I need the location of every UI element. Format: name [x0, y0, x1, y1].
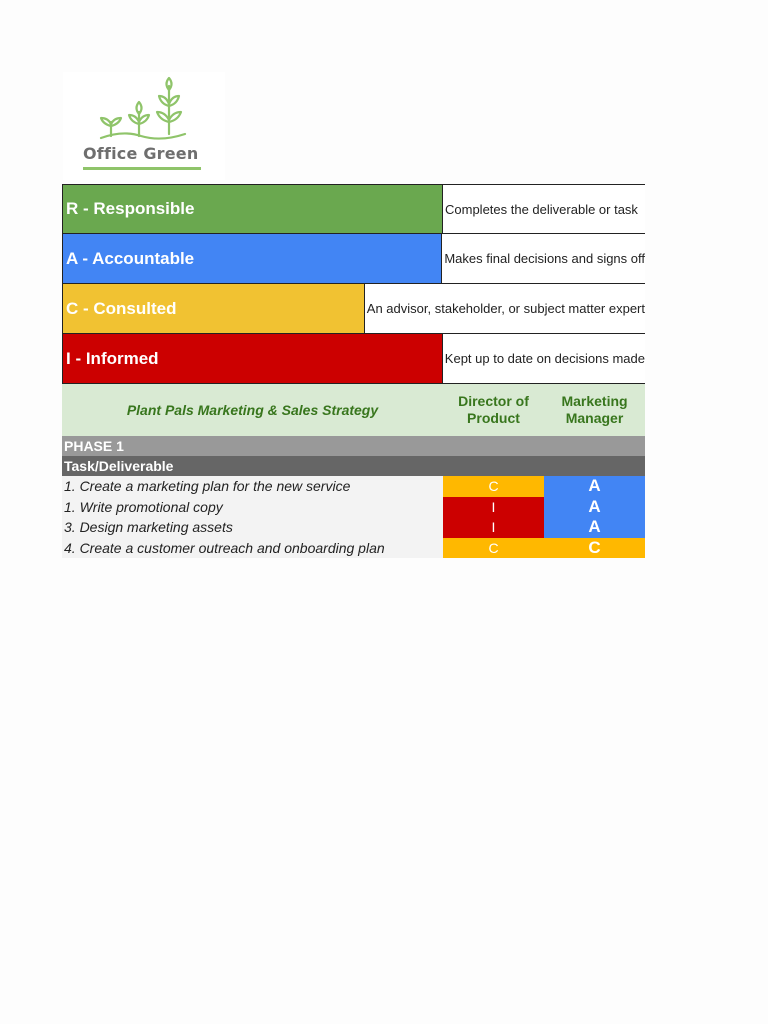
- raci-assignment-cell[interactable]: C: [443, 476, 544, 497]
- legend-desc-responsible[interactable]: Completes the deliverable or task: [442, 184, 645, 234]
- plant-sprouts-icon: [63, 72, 225, 144]
- role-header-director-of-product[interactable]: Director of Product: [458, 393, 529, 426]
- legend-row-accountable: [62, 234, 645, 284]
- raci-assignment-cell[interactable]: C: [544, 538, 645, 559]
- raci-assignment-cell[interactable]: A: [544, 517, 645, 538]
- raci-sheet: [62, 184, 645, 558]
- brand-underline: [83, 167, 201, 170]
- task-row: [62, 497, 645, 518]
- legend-desc-accountable[interactable]: Makes final decisions and signs off: [441, 234, 645, 284]
- legend-row-informed: [62, 334, 645, 384]
- raci-assignment-cell[interactable]: I: [443, 517, 544, 538]
- raci-assignment-cell[interactable]: A: [544, 497, 645, 518]
- task-name-cell[interactable]: 1. Create a marketing plan for the new service: [62, 476, 443, 497]
- legend-desc-informed[interactable]: Kept up to date on decisions made: [442, 334, 645, 384]
- legend-row-consulted: [62, 284, 645, 334]
- task-row: [62, 476, 645, 497]
- raci-assignment-cell[interactable]: C: [443, 538, 544, 559]
- raci-assignment-cell[interactable]: I: [443, 497, 544, 518]
- legend-label-informed[interactable]: I - Informed: [62, 334, 442, 384]
- brand-name: Office Green: [83, 144, 199, 163]
- project-title[interactable]: Plant Pals Marketing & Sales Strategy: [126, 402, 379, 418]
- raci-assignment-cell[interactable]: A: [544, 476, 645, 497]
- legend-label-accountable[interactable]: A - Accountable: [62, 234, 441, 284]
- task-name-cell[interactable]: 1. Write promotional copy: [62, 497, 443, 518]
- role-header-marketing-manager[interactable]: Marketing Manager: [561, 393, 628, 426]
- legend-label-consulted[interactable]: C - Consulted: [62, 284, 364, 334]
- matrix-header-row: [62, 384, 645, 436]
- task-name-cell[interactable]: 3. Design marketing assets: [62, 517, 443, 538]
- legend-label-responsible[interactable]: R - Responsible: [62, 184, 442, 234]
- task-row: [62, 517, 645, 538]
- task-deliverable-header[interactable]: Task/Deliverable: [62, 456, 645, 476]
- task-row: [62, 538, 645, 559]
- phase-label[interactable]: PHASE 1: [62, 436, 645, 456]
- legend-desc-consulted[interactable]: An advisor, stakeholder, or subject matter expert: [364, 284, 645, 334]
- task-name-cell[interactable]: 4. Create a customer outreach and onboarding plan: [62, 538, 443, 559]
- task-list: [62, 476, 645, 558]
- legend-row-responsible: [62, 184, 645, 234]
- office-green-logo: [63, 72, 225, 180]
